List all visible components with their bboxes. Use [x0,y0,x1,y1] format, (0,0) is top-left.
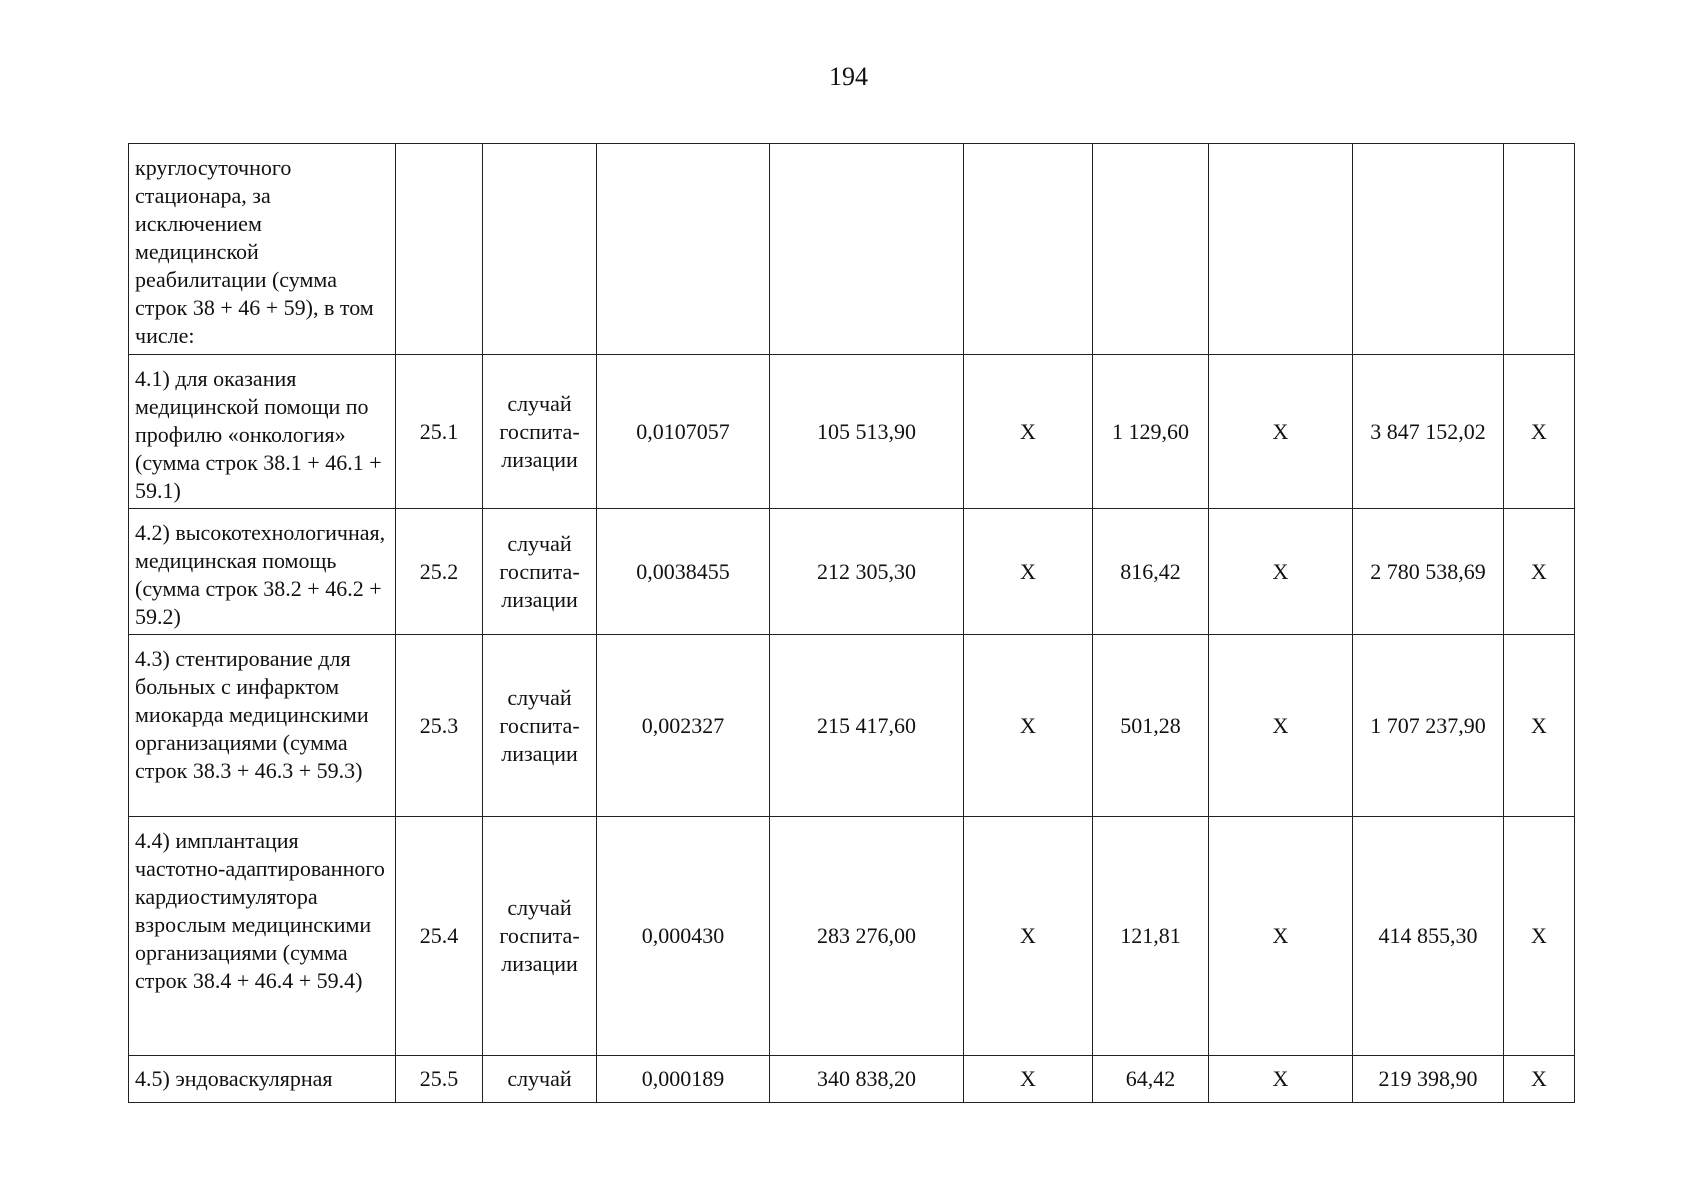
table-row [129,817,1575,1056]
unit-cell [483,355,597,509]
col10-cell: Х [1504,355,1575,509]
unit-line: лизации [501,586,578,612]
cost-cell: 212 305,30 [770,509,964,635]
col7-cell: 501,28 [1093,635,1209,817]
unit-line: лизации [501,740,578,766]
row-number-cell [396,144,483,355]
rate-cell: 0,0107057 [597,355,770,509]
rate-cell: 0,000430 [597,817,770,1056]
table-body [129,144,1575,1103]
col10-cell: Х [1504,817,1575,1056]
table-row [129,509,1575,635]
col6-cell: Х [964,635,1093,817]
col8-cell [1209,144,1353,355]
col6-cell: Х [964,1056,1093,1103]
col8-cell: Х [1209,635,1353,817]
col7-cell: 1 129,60 [1093,355,1209,509]
col6-cell [964,144,1093,355]
unit-line: госпита- [499,923,580,948]
col9-cell: 3 847 152,02 [1353,355,1504,509]
col6-cell: Х [964,509,1093,635]
unit-line: случай [507,895,572,920]
rate-cell: 0,0038455 [597,509,770,635]
table-row [129,635,1575,817]
col9-cell: 219 398,90 [1353,1056,1504,1103]
table-row [129,144,1575,355]
col8-cell: Х [1209,509,1353,635]
rate-cell: 0,000189 [597,1056,770,1103]
col7-cell: 121,81 [1093,817,1209,1056]
cost-cell: 215 417,60 [770,635,964,817]
unit-line: госпита- [499,558,580,584]
unit-line: лизации [501,446,578,472]
unit-cell [483,1056,597,1103]
unit-cell [483,817,597,1056]
rate-cell [597,144,770,355]
page-number: 194 [829,62,868,91]
col10-cell: Х [1504,1056,1575,1103]
row-number-cell: 25.4 [396,817,483,1056]
description-cell: 4.5) эндоваскулярная [129,1056,396,1103]
col10-cell: Х [1504,635,1575,817]
row-number-cell: 25.2 [396,509,483,635]
unit-line: случай [507,1066,572,1091]
col6-cell: Х [964,817,1093,1056]
col9-cell [1353,144,1504,355]
cost-cell: 283 276,00 [770,817,964,1056]
unit-line: случай [507,530,572,556]
col10-cell: Х [1504,509,1575,635]
col9-cell: 414 855,30 [1353,817,1504,1056]
description-cell: 4.4) имплантация частотно-адаптированного кардиостимулятора взрослым медицинскими организациями (сумма строк 38.4 + 46.4 + 59.4) [129,817,396,1056]
row-number-cell: 25.1 [396,355,483,509]
unit-cell [483,635,597,817]
cost-cell: 105 513,90 [770,355,964,509]
description-cell: 4.1) для оказания медицинской помощи по профилю «онкология» (сумма строк 38.1 + 46.1 + 59.1) [129,355,396,509]
col7-cell: 816,42 [1093,509,1209,635]
unit-line: госпита- [499,418,580,444]
row-number-cell: 25.5 [396,1056,483,1103]
col7-cell: 64,42 [1093,1056,1209,1103]
data-table [128,143,1575,1103]
unit-line: случай [507,684,572,710]
unit-cell [483,144,597,355]
unit-line: госпита- [499,712,580,738]
col9-cell: 1 707 237,90 [1353,635,1504,817]
col8-cell: Х [1209,817,1353,1056]
col10-cell [1504,144,1575,355]
col9-cell: 2 780 538,69 [1353,509,1504,635]
description-cell: 4.3) стентирование для больных с инфарктом миокарда медицинскими организациями (сумма строк 38.3 + 46.3 + 59.3) [129,635,396,817]
unit-line: лизации [501,951,578,976]
table-row [129,355,1575,509]
unit-cell [483,509,597,635]
description-cell: 4.2) высокотехнологичная, медицинская помощь (сумма строк 38.2 + 46.2 + 59.2) [129,509,396,635]
col8-cell: Х [1209,1056,1353,1103]
cost-cell [770,144,964,355]
col7-cell [1093,144,1209,355]
row-number-cell: 25.3 [396,635,483,817]
cost-cell: 340 838,20 [770,1056,964,1103]
description-cell: круглосуточного стационара, за исключением медицинской реабилитации (сумма строк 38 + 46 + 59), в том числе: [129,144,396,355]
table-row [129,1056,1575,1103]
rate-cell: 0,002327 [597,635,770,817]
col6-cell: Х [964,355,1093,509]
col8-cell: Х [1209,355,1353,509]
unit-line: случай [507,390,572,416]
